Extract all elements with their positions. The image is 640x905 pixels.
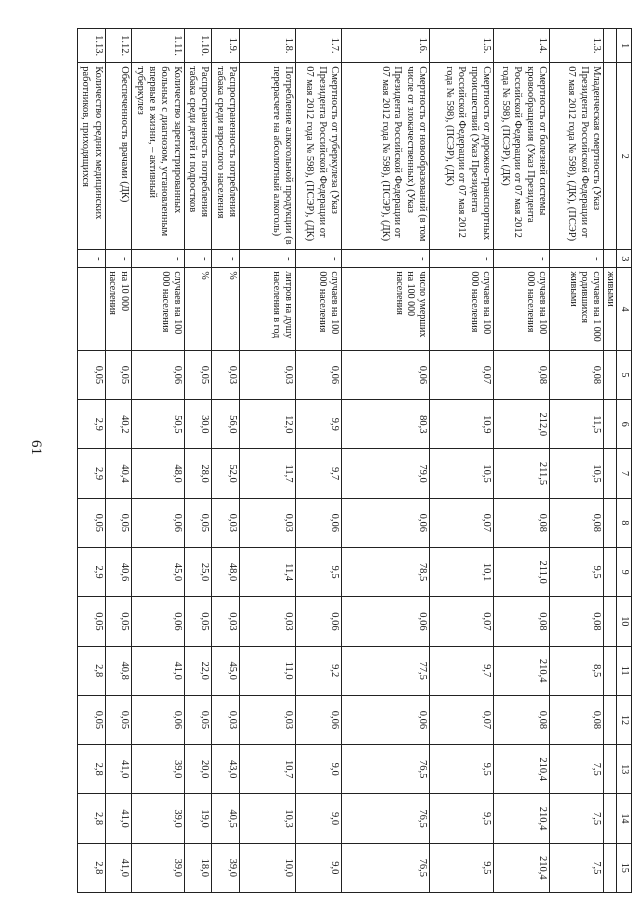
value-cell: 11,5 [550,400,604,449]
source-mark: - [132,250,185,268]
value-cell: 0,06 [342,695,430,744]
value-cell: 2,9 [77,547,105,596]
value-cell: 0,05 [77,498,105,547]
value-cell: 0,08 [550,498,604,547]
row-number: 1.3. [550,29,604,63]
indicator-name: Смертность от новообразований (в том числе от злокачественных) (Указ Президента Российской Федерации от 07 мая 2012 года № 598), (ПСЭР), (ДК) [342,63,430,250]
value-cell: 45,0 [212,646,240,695]
unit-of-measure [77,268,105,350]
value-cell: 41,0 [105,794,132,843]
unit-of-measure: на 10 000 населения [105,268,132,350]
value-cell: 0,05 [105,597,132,646]
value-cell: 0,08 [494,498,550,547]
column-number: 7 [617,449,632,498]
value-cell: 10,5 [550,449,604,498]
value-cell: 10,0 [240,843,296,892]
source-mark: - [77,250,105,268]
value-cell: 0,05 [77,695,105,744]
row-number: 1.13. [77,29,105,63]
value-cell: 0,07 [430,597,494,646]
source-mark: - [430,250,494,268]
source-mark: - [184,250,212,268]
row-number: 1.5. [430,29,494,63]
value-cell: 43,0 [212,745,240,794]
row-number: 1.4. [494,29,550,63]
column-number: 10 [617,597,632,646]
value-cell: 210,4 [494,794,550,843]
value-cell: 9,0 [296,843,342,892]
value-cell: 80,3 [342,400,430,449]
value-cell: 0,08 [550,695,604,744]
value-cell: 40,2 [105,400,132,449]
value-cell: 79,0 [342,449,430,498]
value-cell: 2,9 [77,449,105,498]
value-cell: 0,08 [550,597,604,646]
value-cell: 0,06 [342,498,430,547]
value-cell: 0,08 [550,350,604,399]
value-cell: 0,08 [494,350,550,399]
value-cell: 10,9 [430,400,494,449]
value-cell: 41,0 [132,646,185,695]
value-cell: 56,0 [212,400,240,449]
source-mark: - [550,250,604,268]
value-cell: 10,7 [240,745,296,794]
value-cell: 11,7 [240,449,296,498]
value-cell: 30,0 [184,400,212,449]
table-row [184,29,212,893]
column-number: 14 [617,794,632,843]
value-cell: 0,03 [240,597,296,646]
indicator-name: Смертность от дорожно-транспортных происшествий (Указ Президента Российской Федерации от 07 мая 2012 года № 598), (ПСЭР), (ДК) [430,63,494,250]
value-cell: 41,0 [105,843,132,892]
value-cell: 0,05 [105,350,132,399]
continuation-unit: живыми [604,268,617,350]
column-number: 8 [617,498,632,547]
value-cell: 39,0 [132,745,185,794]
value-cell: 9,7 [430,646,494,695]
value-cell: 0,03 [212,350,240,399]
value-cell: 0,05 [105,695,132,744]
value-cell: 39,0 [212,843,240,892]
value-cell: 9,2 [296,646,342,695]
value-cell: 45,0 [132,547,185,596]
value-cell: 0,06 [342,597,430,646]
value-cell: 211,5 [494,449,550,498]
page-number: 61 [28,440,44,455]
unit-of-measure: случаев на 100 000 населения [494,268,550,350]
table-row [132,29,185,893]
value-cell: 7,5 [550,794,604,843]
value-cell: 9,5 [550,547,604,596]
value-cell: 2,8 [77,646,105,695]
column-number: 2 [617,63,632,250]
table-row [296,29,342,893]
value-cell: 39,0 [132,843,185,892]
value-cell: 9,7 [296,449,342,498]
value-cell: 0,03 [212,498,240,547]
value-cell: 22,0 [184,646,212,695]
value-cell: 210,4 [494,745,550,794]
value-cell: 0,06 [132,695,185,744]
value-cell: 9,9 [296,400,342,449]
column-number: 1 [617,29,632,63]
value-cell: 0,06 [296,498,342,547]
value-cell: 0,06 [132,498,185,547]
indicator-name: Обеспеченность врачами (ДК) [105,63,132,250]
value-cell: 76,5 [342,794,430,843]
value-cell: 25,0 [184,547,212,596]
value-cell: 11,4 [240,547,296,596]
value-cell: 0,06 [132,597,185,646]
value-cell: 0,03 [212,695,240,744]
value-cell: 0,05 [105,498,132,547]
value-cell: 77,5 [342,646,430,695]
value-cell: 7,5 [550,745,604,794]
indicators-table [77,28,632,893]
indicator-name: Младенческая смертность (Указ Президента Российской Федерации от 07 мая 2012 года № 598), (ДК), (ПСЭР) [550,63,604,250]
value-cell: 0,03 [212,597,240,646]
table-row [494,29,550,893]
value-cell: 40,4 [105,449,132,498]
indicator-name: Распространенность потребления табака среди взрослого населения [212,63,240,250]
value-cell: 0,08 [494,695,550,744]
row-number: 1.12. [105,29,132,63]
value-cell: 0,05 [184,597,212,646]
value-cell: 12,0 [240,400,296,449]
row-number: 1.9. [212,29,240,63]
table-row [212,29,240,893]
value-cell: 8,5 [550,646,604,695]
source-mark: - [494,250,550,268]
column-number: 13 [617,745,632,794]
unit-of-measure: случаев на 100 000 населения [296,268,342,350]
value-cell: 211,0 [494,547,550,596]
table-row [550,29,604,893]
value-cell: 2,8 [77,843,105,892]
value-cell: 41,0 [105,745,132,794]
value-cell: 11,0 [240,646,296,695]
value-cell: 9,0 [296,745,342,794]
value-cell: 50,5 [132,400,185,449]
value-cell: 0,07 [430,695,494,744]
unit-of-measure: % [212,268,240,350]
value-cell: 10,3 [240,794,296,843]
value-cell: 0,06 [296,597,342,646]
column-number: 3 [617,250,632,268]
value-cell: 20,0 [184,745,212,794]
indicator-name: Распространенность потребления табака среди детей и подростков [184,63,212,250]
value-cell: 18,0 [184,843,212,892]
value-cell: 0,05 [184,695,212,744]
value-cell: 0,06 [132,350,185,399]
value-cell: 9,5 [296,547,342,596]
value-cell: 210,4 [494,646,550,695]
unit-of-measure: случаев на 1 000 родившихся живыми [550,268,604,350]
value-cell: 0,05 [77,597,105,646]
source-mark: - [105,250,132,268]
row-number: 1.6. [342,29,430,63]
column-number: 15 [617,843,632,892]
row-number: 1.10. [184,29,212,63]
value-cell: 10,1 [430,547,494,596]
value-cell: 40,8 [105,646,132,695]
row-number: 1.11. [132,29,185,63]
value-cell: 0,05 [184,350,212,399]
table-row [342,29,430,893]
source-mark: - [240,250,296,268]
value-cell: 40,5 [212,794,240,843]
value-cell: 0,05 [77,350,105,399]
indicator-name: Смертность от туберкулеза (Указ Президента Российской Федерации от 07 мая 2012 года № 598), (ПСЭР), (ДК) [296,63,342,250]
value-cell: 28,0 [184,449,212,498]
value-cell: 0,06 [296,695,342,744]
source-mark: - [296,250,342,268]
value-cell: 9,5 [430,794,494,843]
indicator-name: Количество зарегистрированных больных с диагнозом, установленным впервые в жизни, – активный туберкулез [132,63,185,250]
value-cell: 0,03 [240,695,296,744]
unit-of-measure: число умерших на 100 000 населения [342,268,430,350]
value-cell: 52,0 [212,449,240,498]
row-number: 1.8. [240,29,296,63]
column-number: 6 [617,400,632,449]
value-cell: 9,5 [430,843,494,892]
value-cell: 78,5 [342,547,430,596]
value-cell: 0,05 [184,498,212,547]
value-cell: 2,8 [77,745,105,794]
indicator-name: Потребление алкогольной продукции (в перерасчете на абсолютный алкоголь) [240,63,296,250]
value-cell: 0,07 [430,498,494,547]
document-sheet [80,28,632,893]
unit-of-measure: случаев на 100 000 населения [430,268,494,350]
indicator-name: Смертность от болезней системы кровообращения (Указ Президента Российской Федерации от 07 мая 2012 года № 598), (ПСЭР), (ДК) [494,63,550,250]
value-cell: 2,9 [77,400,105,449]
unit-of-measure: случаев на 100 000 населения [132,268,185,350]
indicator-name: Количество средних медицинских работников, приходящихся [77,63,105,250]
value-cell: 0,06 [342,350,430,399]
source-mark: - [342,250,430,268]
column-number: 4 [617,268,632,350]
column-number: 12 [617,695,632,744]
value-cell: 212,0 [494,400,550,449]
source-mark: - [212,250,240,268]
value-cell: 76,5 [342,745,430,794]
column-number: 9 [617,547,632,596]
value-cell: 9,0 [296,794,342,843]
value-cell: 40,6 [105,547,132,596]
value-cell: 0,03 [240,350,296,399]
value-cell: 10,5 [430,449,494,498]
value-cell: 48,0 [212,547,240,596]
table-row [77,29,105,893]
value-cell: 0,03 [240,498,296,547]
value-cell: 39,0 [132,794,185,843]
value-cell: 0,08 [494,597,550,646]
unit-of-measure: % [184,268,212,350]
value-cell: 48,0 [132,449,185,498]
column-number: 5 [617,350,632,399]
value-cell: 19,0 [184,794,212,843]
table-row [105,29,132,893]
value-cell: 0,06 [296,350,342,399]
table-row [430,29,494,893]
row-number: 1.7. [296,29,342,63]
value-cell: 2,8 [77,794,105,843]
value-cell: 9,5 [430,745,494,794]
column-numbers-row [617,29,632,893]
unit-of-measure: литров на душу населения в год [240,268,296,350]
value-cell: 7,5 [550,843,604,892]
column-number: 11 [617,646,632,695]
table-row [240,29,296,893]
value-cell: 0,07 [430,350,494,399]
value-cell: 210,4 [494,843,550,892]
continuation-row [604,29,617,893]
value-cell: 76,5 [342,843,430,892]
